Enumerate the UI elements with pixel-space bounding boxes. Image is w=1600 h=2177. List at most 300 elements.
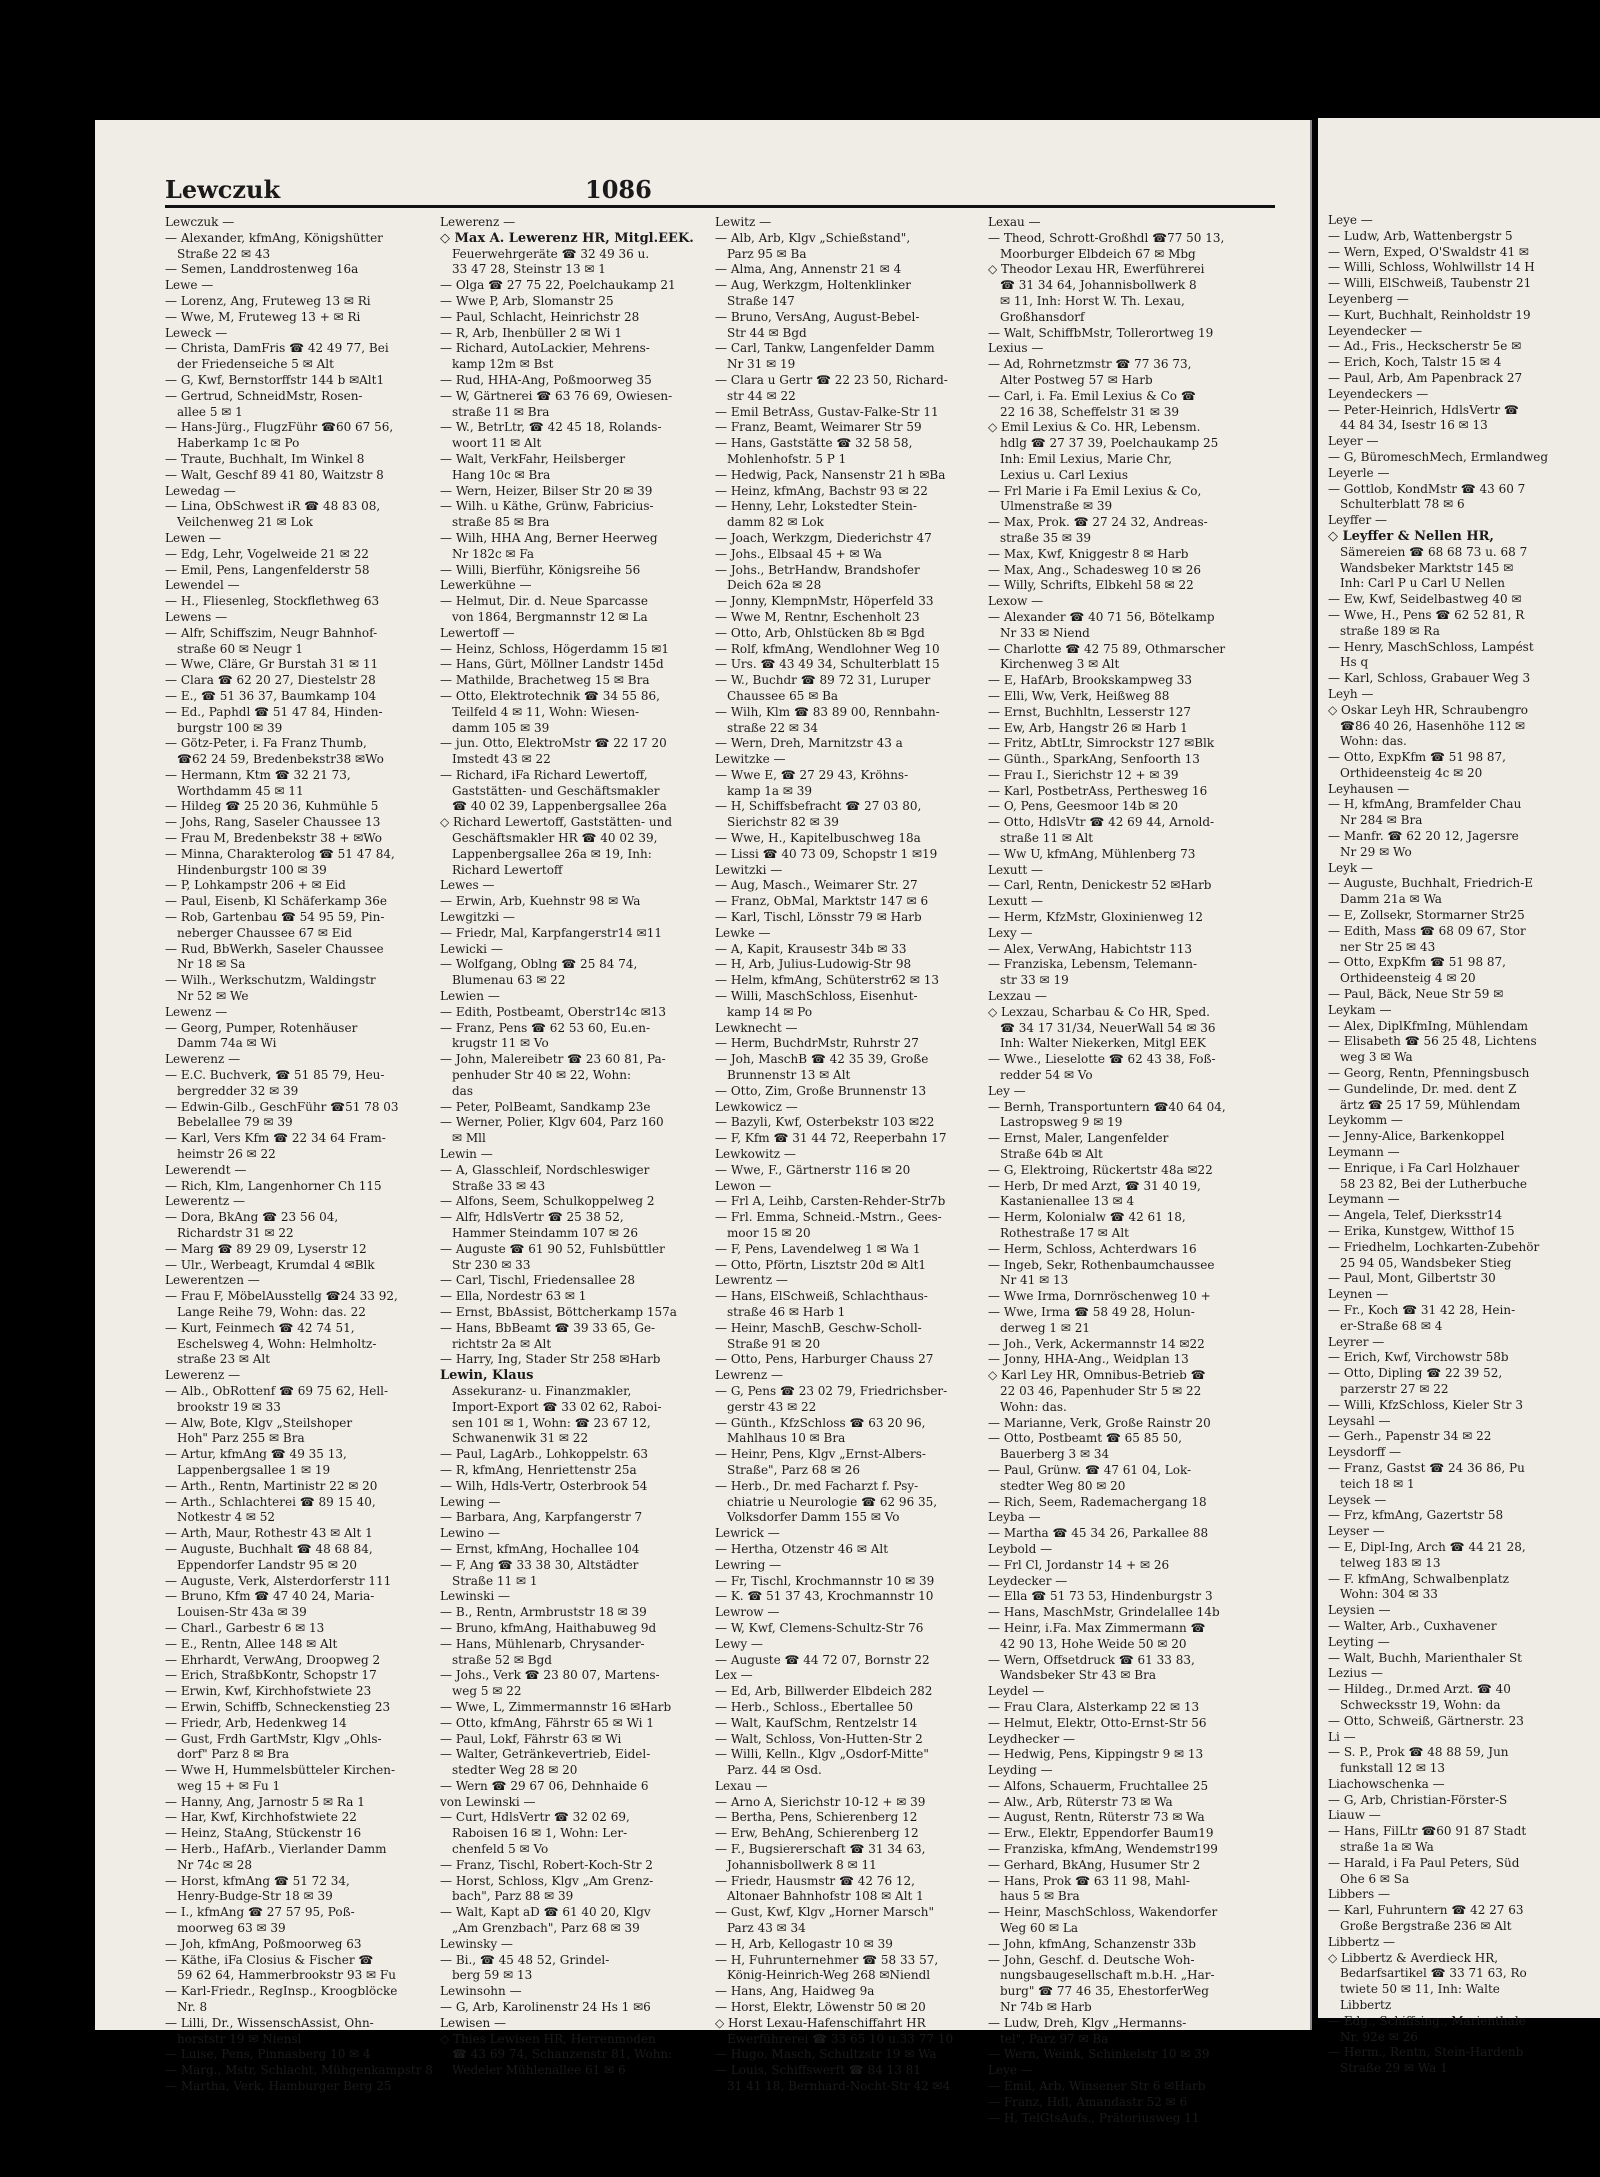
directory-entry-line: — Herb., HafArb., Vierlander Damm (165, 1842, 387, 1857)
directory-entry-line: — Auguste, Buchhalt, Friedrich-E (1328, 876, 1534, 891)
directory-entry-line: — Marianne, Verk, Große Rainstr 20 (988, 1415, 1211, 1430)
directory-entry-line: Nr 29 ✉ Wo (1340, 844, 1412, 859)
directory-entry-line: Lewerenz — (440, 215, 516, 229)
directory-entry-line: Straße", Parz 68 ✉ 26 (727, 1462, 860, 1477)
directory-entry-line: Bebelallee 79 ✉ 39 (177, 1115, 293, 1130)
directory-entry-line: burg" ☎ 77 46 35, EhestorferWeg (1000, 1984, 1209, 1999)
directory-entry-line: ☎ 40 02 39, Lappenbergsallee 26a (452, 799, 667, 814)
directory-entry-line: — Walt, SchiffbMstr, Tollerortweg 19 (988, 325, 1214, 340)
directory-entry-line: — Heinr, i.Fa. Max Zimmermann ☎ (988, 1620, 1206, 1635)
directory-entry-line: — F, Ang ☎ 33 38 30, Altstädter (440, 1557, 639, 1572)
directory-entry-line: — Henny, Lehr, Lokstedter Stein- (715, 499, 917, 514)
directory-entry-line: — Wern, Weink, Schinkelstr 10 ✉ 39 (988, 2047, 1210, 2062)
directory-entry-line: Wohn: das. (1340, 734, 1407, 749)
directory-entry-line: — Wolfgang, Oblng ☎ 25 84 74, (440, 957, 638, 972)
directory-entry-line: Eppendorfer Landstr 95 ✉ 20 (177, 1557, 357, 1572)
directory-entry-line: — Ernst, Buchhltn, Lesserstr 127 (988, 704, 1192, 719)
directory-entry-line: Altonaer Bahnhofstr 108 ✉ Alt 1 (727, 1889, 924, 1904)
directory-entry-line: Lewino — (440, 1526, 500, 1541)
directory-entry-line: — F, Kfm ☎ 31 44 72, Reeperbahn 17 (715, 1131, 947, 1146)
directory-entry-line: — Hans, MaschMstr, Grindelallee 14b (988, 1605, 1220, 1620)
directory-entry-line: — O, Pens, Geesmoor 14b ✉ 20 (988, 799, 1178, 814)
directory-entry-line: — Ew, Kwf, Seidelbastweg 40 ✉ (1328, 592, 1522, 607)
directory-entry-line: Veilchenweg 21 ✉ Lok (177, 515, 313, 530)
directory-entry-line: — Walter, Getränkevertrieb, Eidel- (440, 1747, 651, 1762)
directory-entry-line: — Clara u Gertr ☎ 22 23 50, Richard- (715, 372, 948, 387)
directory-entry-line: Str 230 ✉ 33 (452, 1257, 531, 1272)
directory-entry-line: Lewitzki — (715, 862, 783, 877)
directory-entry-line: stedter Weg 28 ✉ 20 (452, 1763, 578, 1778)
directory-entry-line: — Frau M, Bredenbekstr 38 + ✉Wo (165, 831, 382, 846)
directory-entry-line: — Herb., Schloss., Ebertallee 50 (715, 1699, 913, 1714)
directory-entry-line: Lewedag — (165, 483, 236, 498)
directory-entry-line: Große Bergstraße 236 ✉ Alt (1340, 1919, 1512, 1934)
directory-entry-line: Richardstr 31 ✉ 22 (177, 1226, 294, 1240)
directory-entry-line: — Ernst, kfmAng, Hochallee 104 (440, 1541, 640, 1556)
directory-entry-line: — Johs., BetrHandw, Brandshofer (715, 562, 920, 577)
column-1 (165, 215, 433, 2094)
directory-entry-line: Sierichstr 82 ✉ 39 (727, 815, 839, 830)
directory-entry-line: — R, kfmAng, Henriettenstr 25a (440, 1462, 637, 1477)
directory-entry-line: — Richard, iFa Richard Lewertoff, (440, 767, 648, 782)
directory-entry-line: Lewkowitz — (715, 1147, 796, 1162)
directory-entry-line: Nr 41 ✉ 13 (1000, 1273, 1069, 1288)
directory-entry-line: — Peter, PolBeamt, Sandkamp 23e (440, 1099, 651, 1114)
directory-entry-line: straße 60 ✉ Neugr 1 (177, 641, 303, 656)
directory-entry-line: das (452, 1083, 473, 1098)
directory-entry-line: — Curt, HdlsVertr ☎ 32 02 69, (440, 1810, 630, 1825)
directory-entry-line: straße 1a ✉ Wa (1340, 1840, 1434, 1855)
right-page-column (1328, 213, 1600, 2076)
directory-entry-line: ◇ Leyffer & Nellen HR, (1328, 528, 1494, 544)
directory-entry-line: — Alexander, kfmAng, Königshütter (165, 230, 383, 245)
directory-entry-line: — Karl, Vers Kfm ☎ 22 34 64 Fram- (165, 1131, 386, 1146)
directory-entry-line: — G, Pens ☎ 23 02 79, Friedrichsber- (715, 1383, 948, 1398)
directory-entry-line: — Frl A, Leihb, Carsten-Rehder-Str7b (715, 1194, 946, 1209)
directory-entry-line: Nr 18 ✉ Sa (177, 957, 246, 972)
directory-entry-line: Worthdamm 45 ✉ 11 (177, 783, 304, 798)
directory-entry-line: damm 105 ✉ 39 (452, 720, 550, 735)
directory-entry-line: weg 3 ✉ Wa (1340, 1050, 1413, 1065)
directory-entry-line: Lexy — (988, 925, 1033, 940)
directory-entry-line: 58 23 82, Bei der Lutherbuche (1340, 1176, 1528, 1191)
directory-entry-line: Nr 74b ✉ Harb (1000, 2000, 1092, 2015)
directory-entry-line: Leyenberg — (1328, 291, 1409, 306)
directory-entry-line: — Käthe, iFa Closius & Fischer ☎ (165, 1952, 374, 1967)
directory-entry-line: — Erw, BehAng, Schierenberg 12 (715, 1826, 919, 1841)
directory-entry-line: — Arth., Rentn, Martinistr 22 ✉ 20 (165, 1478, 378, 1493)
directory-entry-line: — Gundelinde, Dr. med. dent Z (1328, 1081, 1517, 1096)
directory-entry-line: Lewinsohn — (440, 1984, 522, 1999)
directory-entry-line: — Hans, Gaststätte ☎ 32 58 58, (715, 436, 913, 451)
directory-entry-line: ☎62 24 59, Bredenbekstr38 ✉Wo (177, 752, 384, 767)
directory-entry-line: — Auguste, Verk, Alsterdorferstr 111 (165, 1573, 392, 1588)
directory-entry-line: — Wwe M, Rentnr, Eschenholt 23 (715, 609, 920, 624)
directory-entry-line: — S. P., Prok ☎ 48 88 59, Jun (1328, 1745, 1509, 1760)
directory-entry-line: — Edg., Schiffsing., Marienthale (1328, 2013, 1526, 2028)
directory-entry-line: — Walt, KaufSchm, Rentzelstr 14 (715, 1715, 918, 1730)
directory-entry-line: — Friedhelm, Lochkarten-Zubehör (1328, 1239, 1540, 1254)
directory-entry-line: Lezius — (1328, 1666, 1383, 1681)
directory-entry-line: twiete 50 ✉ 11, Inh: Walte (1340, 1982, 1500, 1997)
directory-entry-line: Leyba — (988, 1510, 1041, 1525)
directory-entry-line: — Karl, Tischl, Lönsstr 79 ✉ Harb (715, 910, 922, 925)
directory-entry-line: weg 15 + ✉ Fu 1 (177, 1778, 281, 1793)
directory-entry-line: — Frau Clara, Alsterkamp 22 ✉ 13 (988, 1699, 1200, 1714)
directory-entry-line: Teilfeld 4 ✉ 11, Wohn: Wiesen- (452, 704, 640, 719)
directory-entry-line: Liauw — (1328, 1808, 1381, 1823)
directory-entry-line: — Emil, Pens, Langenfelderstr 58 (165, 562, 370, 577)
directory-entry-line: — Walt, VerkFahr, Heilsberger (440, 451, 626, 466)
directory-entry-line: — August, Rentn, Rüterstr 73 ✉ Wa (988, 1810, 1205, 1825)
directory-entry-line: burgstr 100 ✉ 39 (177, 720, 283, 735)
directory-entry-line: — Willi, Kelln., Klgv „Osdorf-Mitte" (715, 1747, 929, 1762)
directory-entry-line: Lewkowicz — (715, 1099, 798, 1114)
directory-entry-line: Lewe — (165, 278, 214, 293)
right-page (1318, 118, 1600, 2076)
directory-entry-line: — Bruno, kfmAng, Haithabuweg 9d (440, 1620, 657, 1635)
directory-entry-line: Johannisbollwerk 8 ✉ 11 (727, 1857, 877, 1872)
directory-entry-line: — Herm., Rentn, Stein-Hardenb (1328, 2045, 1524, 2060)
directory-entry-line: — Aug, Masch., Weimarer Str. 27 (715, 878, 918, 893)
directory-entry-line: Lexius u. Carl Lexius (1000, 467, 1129, 482)
directory-entry-line: Leykomm — (1328, 1113, 1403, 1128)
directory-entry-line: moorweg 63 ✉ 39 (177, 1921, 286, 1936)
directory-entry-line: ✉ Mll (452, 1131, 486, 1146)
directory-entry-line: Li — (1328, 1729, 1356, 1744)
directory-entry-line: — Frl Cl, Jordanstr 14 + ✉ 26 (988, 1557, 1170, 1572)
directory-entry-line: — Helm, kfmAng, Schüterstr62 ✉ 13 (715, 973, 940, 988)
directory-entry-line: — Helmut, Dir. d. Neue Sparcasse (440, 594, 648, 609)
directory-entry-line: tel", Parz 97 ✉ Ba (1000, 2031, 1109, 2046)
directory-entry-line: ◇ Oskar Leyh HR, Schraubengro (1328, 702, 1528, 717)
directory-entry-line: neberger Chaussee 67 ✉ Eid (177, 925, 353, 940)
column-3 (715, 215, 983, 2094)
directory-entry-line: Leye — (988, 2063, 1033, 2078)
directory-entry-line: chiatrie u Neurologie ☎ 62 96 35, (727, 1494, 938, 1509)
directory-entry-line: — Helmut, Elektr, Otto-Ernst-Str 56 (988, 1715, 1207, 1730)
directory-entry-line: — Peter-Heinrich, HdlsVertr ☎ (1328, 402, 1519, 417)
directory-entry-line: bergredder 32 ✉ 39 (177, 1083, 299, 1098)
directory-entry-line: — Otto, ExpKfm ☎ 51 98 87, (1328, 750, 1506, 765)
directory-entry-line: — Lissi ☎ 40 73 09, Schopstr 1 ✉19 (715, 846, 938, 861)
directory-entry-line: — Bi., ☎ 45 48 52, Grindel- (440, 1952, 610, 1967)
directory-entry-line: — Franziska, Lebensm, Telemann- (988, 957, 1198, 972)
directory-entry-line: Wedeler Mühlenallee 61 ✉ 6 (452, 2063, 626, 2078)
directory-entry-line: — Edith, Postbeamt, Oberstr14c ✉13 (440, 1004, 667, 1019)
directory-entry-line: Leykam — (1328, 1002, 1392, 1017)
directory-entry-line: Leymann — (1328, 1192, 1400, 1207)
directory-entry-line: — H, Arb, Kellogastr 10 ✉ 39 (715, 1936, 893, 1951)
directory-entry-line: Wandsbeker Str 43 ✉ Bra (1000, 1668, 1156, 1683)
directory-entry-line: Lewknecht — (715, 1020, 798, 1035)
directory-entry-line: Eschelsweg 4, Wohn: Helmholtz- (177, 1336, 377, 1351)
directory-entry-line: — W., Buchdr ☎ 89 72 31, Luruper (715, 673, 931, 688)
directory-entry-line: er-Straße 68 ✉ 4 (1340, 1318, 1443, 1333)
directory-entry-line: kamp 14 ✉ Po (727, 1004, 813, 1019)
directory-entry-line: — Carl, Tankw, Langenfelder Damm (715, 341, 935, 356)
directory-entry-line: Libbertz (1340, 1998, 1392, 2013)
directory-entry-line: — Paul, Bäck, Neue Str 59 ✉ (1328, 987, 1504, 1002)
directory-entry-line: Großhansdorf (1000, 309, 1085, 324)
directory-entry-line: — Ella ☎ 51 73 53, Hindenburgstr 3 (988, 1589, 1213, 1604)
directory-entry-line: — Angela, Telef, Dierksstr14 (1328, 1208, 1503, 1223)
directory-entry-line: Kirchenweg 3 ✉ Alt (1000, 657, 1120, 672)
directory-entry-line: — Ew, Arb, Hangstr 26 ✉ Harb 1 (988, 720, 1188, 735)
directory-entry-line: Bedarfsartikel ☎ 33 71 63, Ro (1340, 1966, 1527, 1981)
directory-entry-line: Lexutt — (988, 862, 1044, 877)
directory-entry-line: — Hermann, Ktm ☎ 32 21 73, (165, 767, 351, 782)
directory-entry-line: — F., Bugsiererschaft ☎ 31 34 63, (715, 1842, 926, 1857)
directory-entry-line: Nr. 8 (177, 2000, 208, 2015)
directory-entry-line: straße 52 ✉ Bgd (452, 1652, 552, 1667)
directory-entry-line: — Elli, Ww, Verk, Heißweg 88 (988, 688, 1170, 703)
directory-entry-line: — Heinz, StaAng, Stückenstr 16 (165, 1826, 362, 1841)
directory-entry-line: — Frl. Emma, Schneid.-Mstrn., Gees- (715, 1210, 942, 1225)
directory-entry-line: Feuerwehrgeräte ☎ 32 49 36 u. (452, 246, 650, 261)
directory-entry-line: — B., Rentn, Armbruststr 18 ✉ 39 (440, 1605, 647, 1620)
directory-entry-line: Weg 60 ✉ La (1000, 1921, 1079, 1936)
directory-entry-line: — Carl, i. Fa. Emil Lexius & Co ☎ (988, 388, 1196, 403)
directory-entry-line: Sämereien ☎ 68 68 73 u. 68 7 (1340, 544, 1528, 559)
directory-entry-line: — Gertrud, SchneidMstr, Rosen- (165, 388, 363, 403)
directory-entry-line: penhuder Str 40 ✉ 22, Wohn: (452, 1068, 631, 1083)
directory-entry-line: ärtz ☎ 25 17 59, Mühlendam (1340, 1097, 1521, 1112)
directory-entry-line: Leweck — (165, 325, 228, 340)
directory-entry-line: Kastanienallee 13 ✉ 4 (1000, 1194, 1135, 1209)
directory-entry-line: Lexius — (988, 341, 1044, 356)
directory-entry-line: str 33 ✉ 19 (1000, 973, 1069, 988)
directory-entry-line: — John, Malereibetr ☎ 23 60 81, Pa- (440, 1052, 666, 1067)
directory-entry-line: von Lewinski — (440, 1794, 536, 1809)
directory-entry-line: Libbers — (1328, 1887, 1390, 1902)
directory-entry-line: — Elisabeth ☎ 56 25 48, Lichtens (1328, 1034, 1537, 1049)
directory-entry-line: — Friedr, Hausmstr ☎ 42 76 12, (715, 1873, 915, 1888)
directory-entry-line: — Joh, MaschB ☎ 42 35 39, Große (715, 1052, 929, 1067)
directory-entry-line: — Frz, kfmAng, Gazertstr 58 (1328, 1508, 1504, 1523)
directory-entry-line: — Wilh, Hdls-Vertr, Osterbrook 54 (440, 1478, 648, 1493)
directory-entry-line: — Werner, Polier, Klgv 604, Parz 160 (440, 1115, 664, 1130)
directory-entry-line: Schwanenwik 31 ✉ 22 (452, 1431, 589, 1446)
directory-entry-line: — Heinz, kfmAng, Bachstr 93 ✉ 22 (715, 483, 928, 498)
directory-entry-line: Haberkamp 1c ✉ Po (177, 436, 300, 451)
directory-entry-line: Nr 74c ✉ 28 (177, 1857, 252, 1872)
column-2 (440, 215, 708, 2078)
directory-entry-line: — Herm, Schloss, Achterdwars 16 (988, 1241, 1197, 1256)
directory-entry-line: — Hans-Jürg., FlugzFühr ☎60 67 56, (165, 420, 394, 435)
directory-entry-line: — Walter, Arb., Cuxhavener (1328, 1618, 1497, 1633)
directory-entry-line: — Willi, MaschSchloss, Eisenhut- (715, 989, 918, 1004)
directory-entry-line: — Karl, Schloss, Grabauer Weg 3 (1328, 671, 1531, 686)
directory-entry-line: — Ww U, kfmAng, Mühlenberg 73 (988, 846, 1196, 861)
directory-entry-line: Gaststätten- und Geschäftsmakler (452, 783, 660, 798)
directory-entry-line: Leyh — (1328, 686, 1374, 701)
directory-entry-line: straße 189 ✉ Ra (1340, 623, 1440, 638)
directory-entry-line: Libbertz — (1328, 1934, 1395, 1949)
directory-entry-line: — Wern, Offsetdruck ☎ 61 33 83, (988, 1652, 1195, 1667)
directory-entry-line: — Erwin, Arb, Kuehnstr 98 ✉ Wa (440, 894, 641, 909)
directory-entry-line: — Rich, Seem, Rademachergang 18 (988, 1494, 1207, 1509)
directory-entry-line: — Willi, Bierführ, Königsreihe 56 (440, 562, 641, 577)
directory-entry-line: Straße 29 ✉ Wa 1 (1340, 2061, 1448, 2076)
directory-entry-line: Lappenbergsallee 26a ✉ 19, Inh: (452, 846, 652, 861)
directory-entry-line: — Hugo, Masch, Schultzstr 19 ✉ Wa (715, 2047, 937, 2062)
directory-entry-line: Hammer Steindamm 107 ✉ 26 (452, 1226, 639, 1240)
directory-entry-line: ◇ Thies Lewisen HR, Herrenmoden (440, 2031, 656, 2046)
directory-entry-line: Lewerentzen — (165, 1273, 260, 1288)
directory-entry-line: — Hans, ElSchweiß, Schlachthaus- (715, 1289, 928, 1304)
directory-entry-line: — Charl., Garbestr 6 ✉ 13 (165, 1620, 325, 1635)
directory-entry-line: Wohn: 304 ✉ 33 (1340, 1587, 1438, 1602)
directory-entry-line: — Johs., Elbsaal 45 + ✉ Wa (715, 546, 882, 561)
directory-entry-line: — E, HafArb, Brookskampweg 33 (988, 673, 1193, 688)
directory-entry-line: Damm 21a ✉ Wa (1340, 892, 1442, 907)
directory-entry-line: — A, Glasschleif, Nordschleswiger (440, 1162, 650, 1177)
directory-entry-line: Raboisen 16 ✉ 1, Wohn: Ler- (452, 1826, 628, 1841)
directory-entry-line: — Wwe, H., Kapitelbuschweg 18a (715, 831, 921, 846)
directory-entry-line: Straße 33 ✉ 43 (452, 1178, 546, 1193)
directory-entry-line: Leysek — (1328, 1492, 1387, 1507)
directory-entry-line: — Willi, Schloss, Wohlwillstr 14 H (1328, 260, 1535, 275)
directory-entry-line: — Franz, Hdl, Amandastr 52 ✉ 6 (988, 2094, 1188, 2109)
directory-entry-line: Lexzau — (988, 989, 1047, 1004)
directory-entry-line: Leymann — (1328, 1145, 1400, 1160)
directory-entry-line: — Erika, Kunstgew, Witthof 15 (1328, 1224, 1515, 1238)
directory-entry-line: — Otto, Dipling ☎ 22 39 52, (1328, 1366, 1503, 1381)
directory-entry-line: — Heinz, Schloss, Högerdamm 15 ✉1 (440, 641, 669, 656)
directory-entry-line: — R, Arb, Ihenbüller 2 ✉ Wi 1 (440, 325, 622, 340)
directory-entry-line: ◇ Horst Lexau-Hafenschiffahrt HR (715, 2015, 926, 2030)
directory-entry-line: — Wwe., Lieselotte ☎ 62 43 38, Foß- (988, 1052, 1216, 1067)
directory-entry-line: — Wwe, L, Zimmermannstr 16 ✉Harb (440, 1699, 672, 1714)
directory-entry-line: — Marg., Mstr, Schlacht, Mühgenkampstr 8 (165, 2063, 433, 2078)
directory-entry-line: Wohn: das. (1000, 1399, 1067, 1414)
directory-entry-line: Lewien — (440, 989, 500, 1004)
directory-entry-line: — Hans, Ang, Haidweg 9a (715, 1984, 875, 1999)
directory-entry-line: — F. kfmAng, Schwalbenplatz (1328, 1571, 1509, 1586)
directory-entry-line: Henry-Budge-Str 18 ✉ 39 (177, 1889, 333, 1904)
directory-entry-line: — Emil BetrAss, Gustav-Falke-Str 11 (715, 404, 939, 419)
directory-entry-line: — E., ☎ 51 36 37, Baumkamp 104 (165, 688, 377, 703)
directory-entry-line: — Edg, Lehr, Vogelweide 21 ✉ 22 (165, 546, 369, 561)
directory-entry-line: — Walt, Kapt aD ☎ 61 40 20, Klgv (440, 1905, 651, 1920)
directory-entry-line: Hoh" Parz 255 ✉ Bra (177, 1431, 305, 1446)
directory-entry-line: — Alw, Bote, Klgv „Steilshoper (165, 1415, 353, 1430)
directory-entry-line: Nr 52 ✉ We (177, 989, 249, 1004)
directory-entry-line: — Wwe P, Arb, Slomanstr 25 (440, 293, 614, 308)
directory-entry-line: — G, Arb, Christian-Förster-S (1328, 1792, 1508, 1807)
directory-entry-line: Bauerberg 3 ✉ 34 (1000, 1447, 1110, 1462)
directory-entry-line: Leyer — (1328, 434, 1379, 449)
directory-entry-line: 25 94 05, Wandsbeker Stieg (1340, 1255, 1512, 1270)
left-page (95, 120, 1312, 2125)
directory-entry-line: — Ludw, Dreh, Klgv „Hermanns- (988, 2015, 1187, 2030)
directory-entry-line: — Heinr, MaschSchloss, Wakendorfer (988, 1905, 1218, 1920)
directory-entry-line: Damm 74a ✉ Wi (177, 1036, 277, 1051)
directory-entry-line: König-Heinrich-Weg 268 ✉Niendl (727, 1968, 931, 1983)
directory-entry-line: — Hans, Mühlenarb, Chrysander- (440, 1636, 645, 1651)
directory-entry-line: von 1864, Bergmannstr 12 ✉ La (452, 609, 648, 624)
directory-entry-line: — Dora, BkAng ☎ 23 56 04, (165, 1210, 339, 1225)
directory-entry-line: — Ehrhardt, VerwAng, Droopweg 2 (165, 1652, 381, 1667)
directory-entry-line: kamp 12m ✉ Bst (452, 357, 554, 372)
directory-entry-line: — Bazyli, Kwf, Osterbekstr 103 ✉22 (715, 1115, 935, 1130)
directory-entry-line: — Wilh, HHA Ang, Berner Heerweg (440, 530, 658, 545)
directory-entry-line: — Bertha, Pens, Schierenberg 12 (715, 1810, 918, 1825)
directory-entry-line: Leysdorff — (1328, 1445, 1401, 1460)
directory-entry-line: — W., BetrLtr, ☎ 42 45 18, Rolands- (440, 420, 662, 435)
directory-entry-line: — Alw., Arb, Rüterstr 73 ✉ Wa (988, 1794, 1173, 1809)
directory-entry-line: — Jonny, KlempnMstr, Höperfeld 33 (715, 594, 934, 609)
directory-entry-line: Leynen — (1328, 1287, 1389, 1302)
directory-entry-line: hdlg ☎ 27 37 39, Poelchaukamp 25 (1000, 436, 1219, 451)
directory-entry-line: straße 35 ✉ 39 (1000, 530, 1092, 545)
directory-entry-line: teich 18 ✉ 1 (1340, 1476, 1415, 1491)
directory-entry-line: — Paul, Arb, Am Papenbrack 27 (1328, 370, 1523, 385)
directory-entry-line: gerstr 43 ✉ 22 (727, 1399, 817, 1414)
directory-entry-line: 42 90 13, Hohe Weide 50 ✉ 20 (1000, 1636, 1187, 1651)
directory-entry-line: — Barbara, Ang, Karpfangerstr 7 (440, 1510, 643, 1525)
directory-entry-line: — Semen, Landdrostenweg 16a (165, 262, 359, 277)
directory-entry-line: — Rud, BbWerkh, Saseler Chaussee (165, 941, 384, 956)
directory-entry-line: — Max, Kwf, Kniggestr 8 ✉ Harb (988, 546, 1189, 561)
directory-entry-line: 22 16 38, Scheffelstr 31 ✉ 39 (1000, 404, 1180, 419)
directory-entry-line: — Rich, Klm, Langenhorner Ch 115 (165, 1178, 382, 1193)
directory-entry-line: — Götz-Peter, i. Fa Franz Thumb, (165, 736, 367, 751)
directory-entry-line: — Wwe, Cläre, Gr Burstah 31 ✉ 11 (165, 657, 379, 672)
directory-entry-line: — Aug, Werkzgm, Holtenklinker (715, 278, 911, 293)
directory-entry-line: — Erich, Koch, Talstr 15 ✉ 4 (1328, 355, 1502, 370)
directory-entry-line: — Alex, VerwAng, Habichtstr 113 (988, 941, 1193, 956)
directory-entry-line: moor 15 ✉ 20 (727, 1226, 811, 1240)
directory-entry-line: Lewerkühne — (440, 578, 532, 593)
page-number: 1086 (585, 175, 652, 204)
directory-entry-line: — H, TelGtsAufs., Prätoriusweg 11 (988, 2110, 1200, 2125)
directory-entry-line: Leyk — (1328, 860, 1373, 875)
directory-entry-line: — Alfons, Schauerm, Fruchtallee 25 (988, 1778, 1209, 1793)
directory-entry-line: Lewrick — (715, 1526, 780, 1541)
directory-entry-line: Lexau — (988, 215, 1041, 229)
directory-entry-line: — G, Arb, Karolinenstr 24 Hs 1 ✉6 (440, 2000, 651, 2015)
directory-entry-line: — Ingeb, Sekr, Rothenbaumchaussee (988, 1257, 1215, 1272)
directory-entry-line: ◇ Lexzau, Scharbau & Co HR, Sped. (988, 1004, 1210, 1019)
directory-entry-line: — Otto, kfmAng, Fährstr 65 ✉ Wi 1 (440, 1715, 654, 1730)
directory-entry-line: ◇ Karl Ley HR, Omnibus-Betrieb ☎ (988, 1368, 1206, 1383)
directory-entry-line: Leyting — (1328, 1634, 1390, 1649)
directory-entry-line: — Max, Ang., Schadesweg 10 ✉ 26 (988, 562, 1202, 577)
directory-entry-line: Nr. 92e ✉ 26 (1340, 2029, 1418, 2044)
directory-entry-line: — Johs., Verk ☎ 23 80 07, Martens- (440, 1668, 660, 1683)
directory-entry-line: — Paul, Schlacht, Heinrichstr 28 (440, 309, 640, 324)
directory-entry-line: Parz 95 ✉ Ba (727, 246, 807, 261)
directory-entry-line: — Hedwig, Pack, Nansenstr 21 h ✉Ba (715, 467, 946, 482)
directory-entry-line: Lex — (715, 1668, 753, 1683)
directory-entry-line: — Heinr, Pens, Klgv „Ernst-Albers- (715, 1447, 926, 1462)
directory-entry-line: — Otto, HdlsVtr ☎ 42 69 44, Arnold- (988, 815, 1215, 830)
directory-entry-line: — Ernst, Maler, Langenfelder (988, 1131, 1169, 1146)
directory-entry-line: Volksdorfer Damm 155 ✉ Vo (727, 1510, 900, 1525)
directory-entry-line: — Günth., SparkAng, Senfoorth 13 (988, 752, 1200, 767)
directory-entry-line: — H, Fuhrunternehmer ☎ 58 33 57, (715, 1952, 939, 1967)
directory-entry-line: Lewinski — (440, 1589, 510, 1604)
directory-entry-line: ◇ Theodor Lexau HR, Ewerführerei (988, 262, 1205, 277)
directory-entry-line: — Franziska, kfmAng, Wendemstr199 (988, 1842, 1218, 1857)
directory-entry-line: — H, Arb, Julius-Ludowig-Str 98 (715, 957, 912, 972)
directory-entry-line: — Franz, Tischl, Robert-Koch-Str 2 (440, 1857, 653, 1872)
directory-entry-line: ◇ Libbertz & Averdieck HR, (1328, 1950, 1499, 1965)
directory-entry-line: chenfeld 5 ✉ Vo (452, 1842, 549, 1857)
directory-entry-line: — Lina, ObSchwest iR ☎ 48 83 08, (165, 499, 381, 514)
